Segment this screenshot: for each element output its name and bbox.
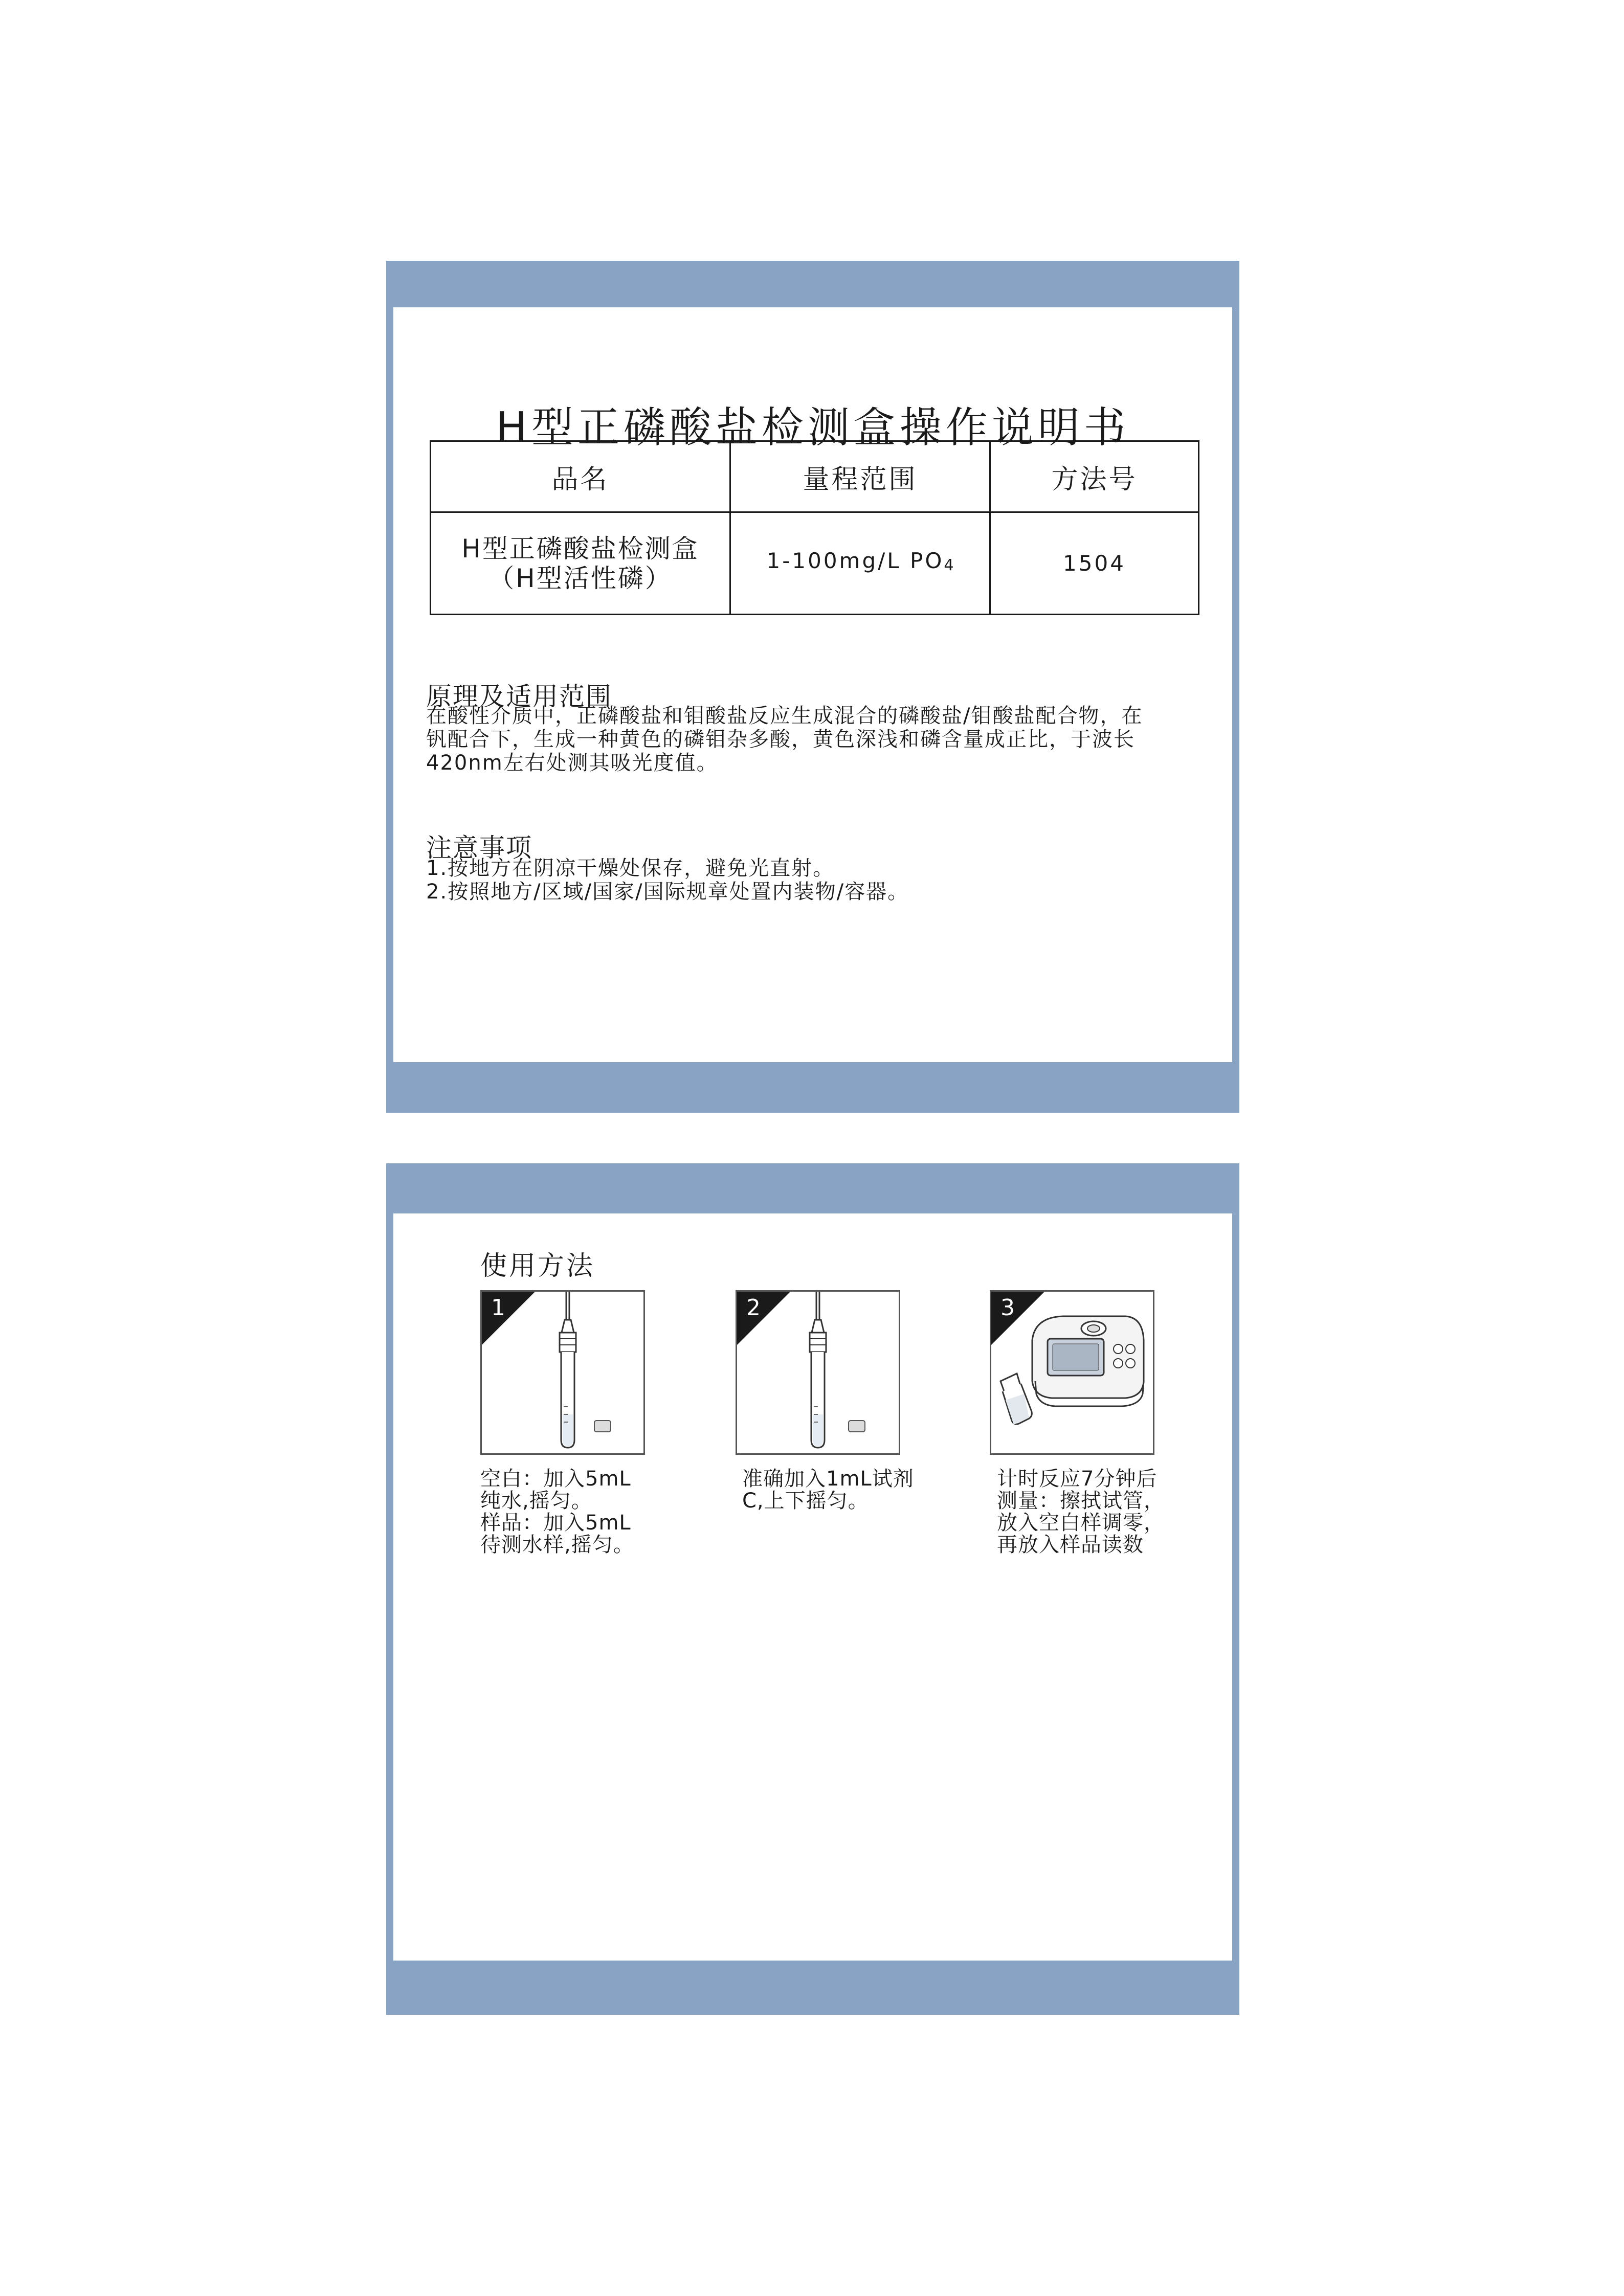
principle-heading: 原理及适用范围 <box>426 682 612 711</box>
spec-table-header-row <box>431 441 1199 512</box>
step-3-line: 测量：擦拭试管， <box>997 1489 1165 1513</box>
instruction-panel-2 <box>386 1163 1239 2015</box>
spec-table <box>430 440 1199 615</box>
step-badge <box>482 1292 535 1345</box>
header-method-no: 方法号 <box>990 441 1199 512</box>
step-3-line: 再放入样品读数 <box>997 1533 1144 1557</box>
step-1-line: 待测水样,摇匀。 <box>480 1533 634 1557</box>
notes-line: 2.按照地方/区域/国家/国际规章处置内装物/容器。 <box>426 880 909 904</box>
document-title: H型正磷酸盐检测盒操作说明书 <box>496 403 1130 452</box>
step-1-illustration <box>480 1290 645 1455</box>
step-2-line: 准确加入1mL试剂 <box>742 1467 914 1491</box>
step-1-line: 纯水,摇匀。 <box>480 1489 592 1513</box>
range-subscript: 4 <box>944 556 954 574</box>
spec-table-row <box>431 512 1199 615</box>
step-2-illustration <box>736 1290 900 1455</box>
principle-line: 在酸性介质中，正磷酸盐和钼酸盐反应生成混合的磷酸盐/钼酸盐配合物，在 <box>426 704 1143 728</box>
step-1-description <box>480 1468 634 1556</box>
step-number: 2 <box>746 1295 761 1321</box>
panel-2-content <box>393 1213 1232 1961</box>
step-1-line: 样品：加入5mL <box>480 1511 631 1535</box>
header-range: 量程范围 <box>730 441 990 512</box>
header-product-name: 品名 <box>431 441 730 512</box>
step-badge <box>991 1292 1044 1345</box>
range-main: 1-100mg/L PO <box>766 548 944 573</box>
notes-text <box>426 857 1221 904</box>
step-3-illustration <box>990 1290 1154 1455</box>
step-2-description <box>742 1468 914 1512</box>
cell-method-no: 1504 <box>990 512 1199 615</box>
cell-range <box>730 512 990 615</box>
principle-text <box>426 704 1221 775</box>
product-name-line-2: （H型活性磷） <box>488 563 672 593</box>
step-number: 1 <box>491 1295 505 1321</box>
step-3-line: 放入空白样调零， <box>997 1511 1165 1535</box>
notes-heading: 注意事项 <box>426 833 532 863</box>
step-badge <box>737 1292 790 1345</box>
principle-line: 钒配合下，生成一种黄色的磷钼杂多酸，黄色深浅和磷含量成正比，于波长 <box>426 728 1135 751</box>
usage-heading: 使用方法 <box>480 1251 595 1281</box>
notes-line: 1.按地方在阴凉干燥处保存，避免光直射。 <box>426 857 835 880</box>
principle-line: 420nm左右处测其吸光度值。 <box>426 751 718 775</box>
step-1-line: 空白：加入5mL <box>480 1467 631 1491</box>
product-name-line-1: H型正磷酸盐检测盒 <box>461 533 699 564</box>
step-3-description <box>997 1468 1165 1556</box>
step-3-line: 计时反应7分钟后 <box>997 1467 1158 1491</box>
step-number: 3 <box>1000 1295 1015 1321</box>
instruction-panel-1 <box>386 261 1239 1113</box>
cell-product-name <box>431 512 730 615</box>
panel-1-content <box>393 307 1232 1062</box>
step-2-line: C,上下摇匀。 <box>742 1489 869 1513</box>
